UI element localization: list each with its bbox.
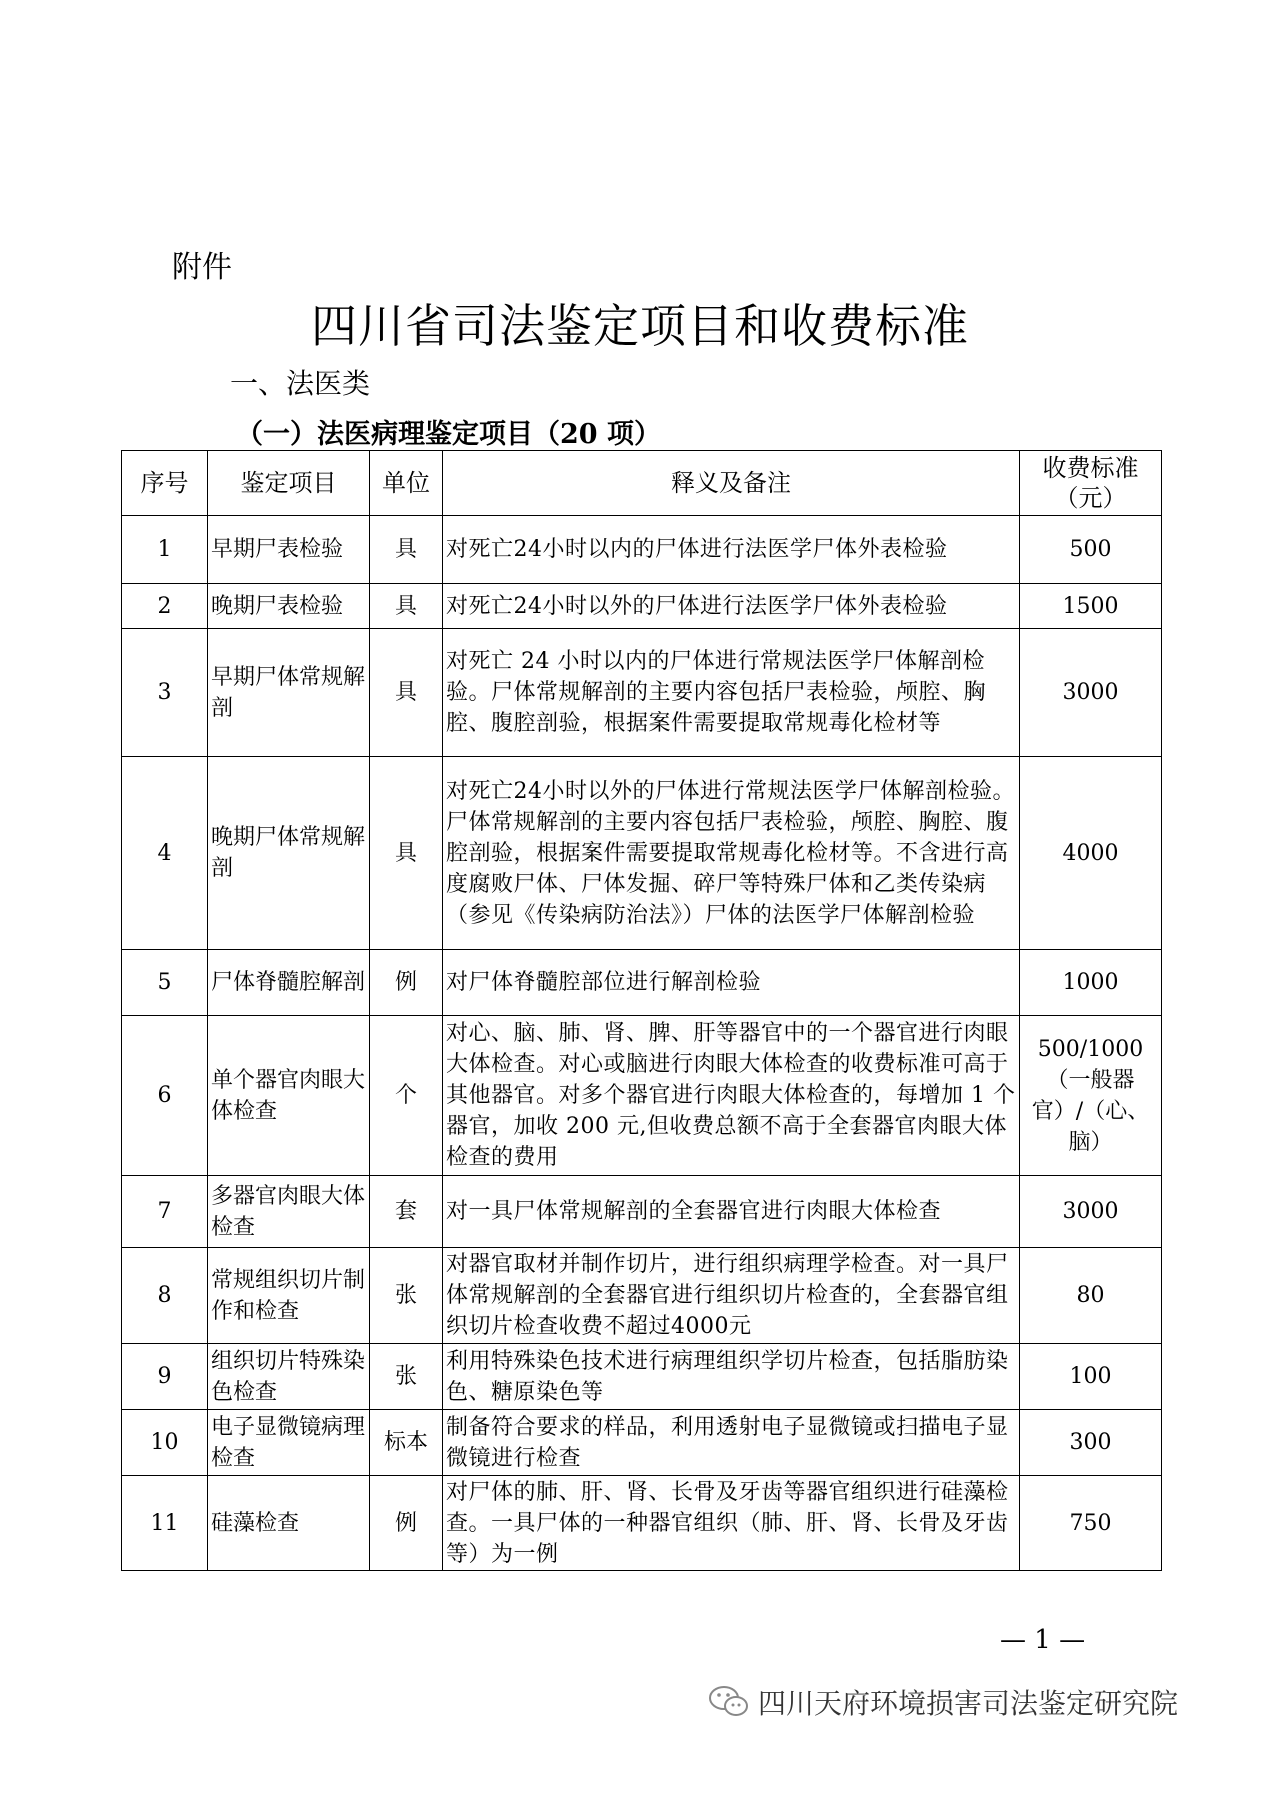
row-fee: 1000 [1020,950,1162,1016]
document-title: 四川省司法鉴定项目和收费标准 [311,299,969,353]
row-no: 6 [122,1016,208,1176]
row-item: 硅藻检查 [208,1476,370,1571]
section-heading: 一、法医类 [230,367,371,400]
table-row [122,950,1162,1016]
row-fee: 1500 [1020,584,1162,629]
table-row [122,584,1162,629]
watermark-text: 四川天府环境损害司法鉴定研究院 [758,1687,1179,1720]
row-item: 单个器官肉眼大体检查 [208,1016,370,1176]
row-fee: 80 [1020,1248,1162,1344]
header-fee: 收费标准（元） [1020,451,1162,516]
row-no: 3 [122,629,208,757]
row-note: 对死亡24小时以内的尸体进行法医学尸体外表检验 [443,516,1020,584]
row-fee: 500/1000（一般器官）/（心、脑） [1020,1016,1162,1176]
row-fee: 100 [1020,1344,1162,1410]
row-item: 早期尸体常规解剖 [208,629,370,757]
source-watermark [708,1682,1178,1722]
row-no: 4 [122,757,208,950]
header-no: 序号 [122,451,208,516]
row-note: 对器官取材并制作切片，进行组织病理学检查。对一具尸体常规解剖的全套器官进行组织切片检查的，全套器官组织切片检查收费不超过4000元 [443,1248,1020,1344]
row-unit: 标本 [370,1410,443,1476]
row-fee: 750 [1020,1476,1162,1571]
row-note: 对一具尸体常规解剖的全套器官进行肉眼大体检查 [443,1176,1020,1248]
row-item: 电子显微镜病理检查 [208,1410,370,1476]
row-no: 1 [122,516,208,584]
table-row [122,629,1162,757]
row-note: 对尸体的肺、肝、肾、长骨及牙齿等器官组织进行硅藻检查。一具尸体的一种器官组织（肺、肝、肾、长骨及牙齿等）为一例 [443,1476,1020,1571]
row-note: 对尸体脊髓腔部位进行解剖检验 [443,950,1020,1016]
row-unit: 张 [370,1248,443,1344]
page-number: — 1 — [1000,1625,1086,1655]
header-item: 鉴定项目 [208,451,370,516]
row-fee: 4000 [1020,757,1162,950]
row-no: 2 [122,584,208,629]
header-unit: 单位 [370,451,443,516]
row-item: 早期尸表检验 [208,516,370,584]
row-fee: 3000 [1020,629,1162,757]
table-row [122,1248,1162,1344]
table-row [122,1016,1162,1176]
row-note: 利用特殊染色技术进行病理组织学切片检查，包括脂肪染色、糖原染色等 [443,1344,1020,1410]
row-unit: 例 [370,1476,443,1571]
row-unit: 具 [370,584,443,629]
row-unit: 具 [370,516,443,584]
row-item: 尸体脊髓腔解剖 [208,950,370,1016]
table-row [122,516,1162,584]
row-fee: 300 [1020,1410,1162,1476]
fee-table [121,450,1162,1571]
row-no: 11 [122,1476,208,1571]
row-unit: 套 [370,1176,443,1248]
table-row [122,757,1162,950]
table-header-row [122,451,1162,516]
row-item: 晚期尸体常规解剖 [208,757,370,950]
row-no: 5 [122,950,208,1016]
row-item: 多器官肉眼大体检查 [208,1176,370,1248]
row-no: 8 [122,1248,208,1344]
header-note: 释义及备注 [443,451,1020,516]
row-no: 9 [122,1344,208,1410]
table-row [122,1476,1162,1571]
table-row [122,1176,1162,1248]
table-row [122,1410,1162,1476]
row-note: 对死亡 24 小时以内的尸体进行常规法医学尸体解剖检验。尸体常规解剖的主要内容包括尸表检验，颅腔、胸腔、腹腔剖验，根据案件需要提取常规毒化检材等 [443,629,1020,757]
row-item: 晚期尸表检验 [208,584,370,629]
row-note: 对死亡24小时以外的尸体进行法医学尸体外表检验 [443,584,1020,629]
row-unit: 具 [370,629,443,757]
row-item: 常规组织切片制作和检查 [208,1248,370,1344]
row-item: 组织切片特殊染色检查 [208,1344,370,1410]
row-note: 对死亡24小时以外的尸体进行常规法医学尸体解剖检验。尸体常规解剖的主要内容包括尸表检验，颅腔、胸腔、腹腔剖验，根据案件需要提取常规毒化检材等。不含进行高度腐败尸体、尸体发掘、碎尸等特殊尸体和乙类传染病（参见《传染病防治法》）尸体的法医学尸体解剖检验 [443,757,1020,950]
row-unit: 张 [370,1344,443,1410]
wechat-icon [708,1684,750,1720]
row-note: 对心、脑、肺、肾、脾、肝等器官中的一个器官进行肉眼大体检查。对心或脑进行肉眼大体检查的收费标准可高于其他器官。对多个器官进行肉眼大体检查的，每增加 1 个器官，加收 200 元,但收费总额不高于全套器官肉眼大体检查的费用 [443,1016,1020,1176]
subsection-heading: （一）法医病理鉴定项目（20 项） [236,419,661,450]
row-note: 制备符合要求的样品，利用透射电子显微镜或扫描电子显微镜进行检查 [443,1410,1020,1476]
table-row [122,1344,1162,1410]
row-unit: 个 [370,1016,443,1176]
attachment-label: 附件 [172,250,232,285]
row-no: 7 [122,1176,208,1248]
row-unit: 具 [370,757,443,950]
row-fee: 500 [1020,516,1162,584]
row-fee: 3000 [1020,1176,1162,1248]
row-no: 10 [122,1410,208,1476]
row-unit: 例 [370,950,443,1016]
